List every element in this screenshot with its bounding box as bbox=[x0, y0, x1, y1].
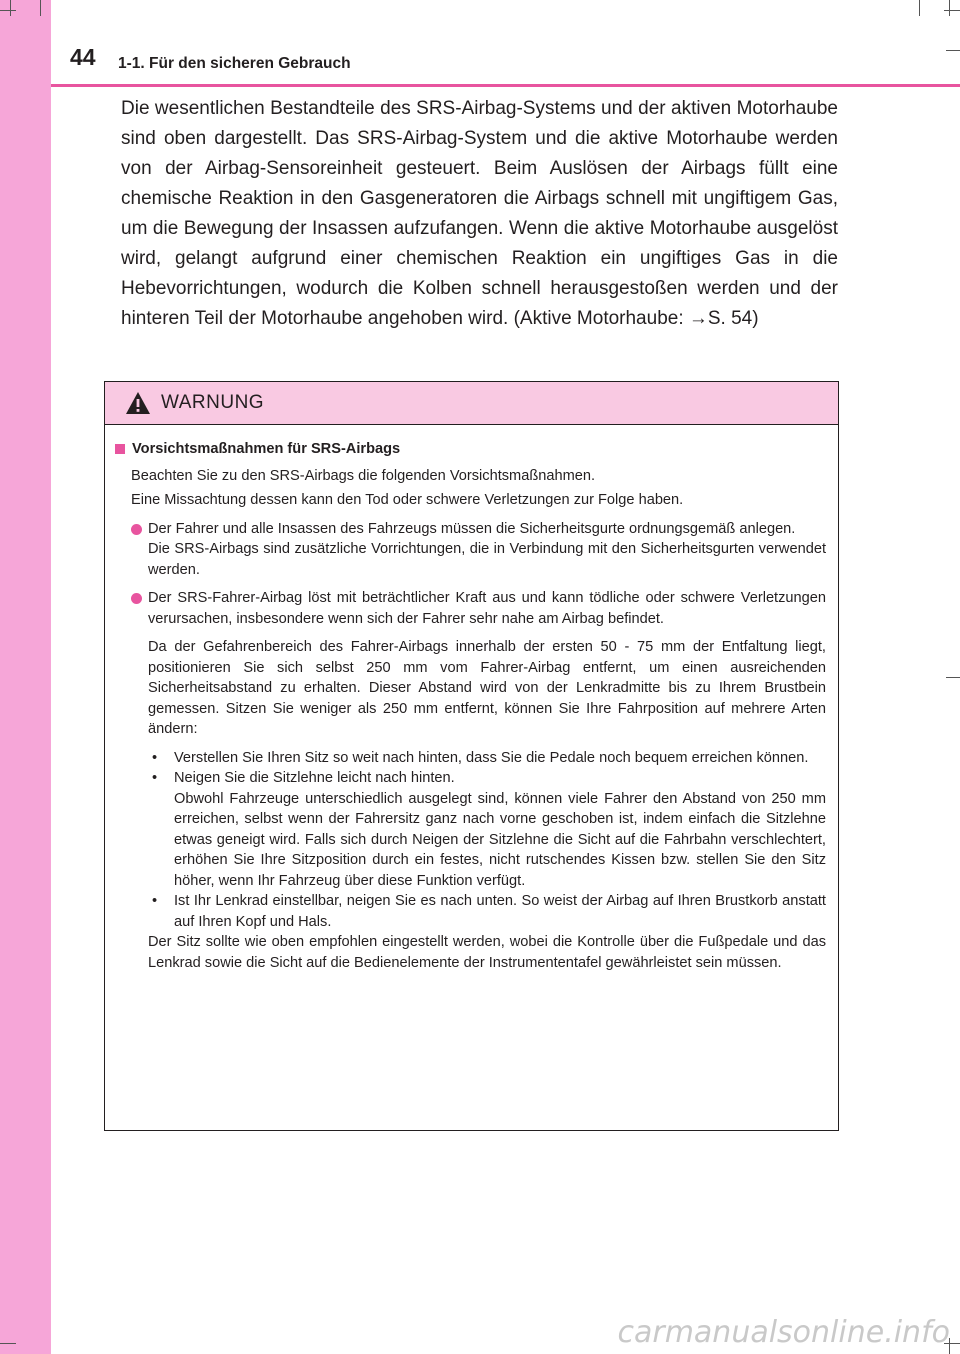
bullet-text bbox=[148, 519, 826, 581]
dot-icon bbox=[131, 524, 142, 535]
bullet-text bbox=[148, 588, 826, 932]
list-item-text: Verstellen Sie Ihren Sitz so weit nach hinten, dass Sie die Pedale noch bequem erreichen können. bbox=[174, 749, 809, 766]
warning-subheading bbox=[115, 439, 826, 460]
list-item bbox=[148, 748, 826, 769]
list-item-content bbox=[174, 768, 826, 891]
warning-box bbox=[104, 381, 839, 1131]
list-item bbox=[148, 891, 826, 932]
square-icon bbox=[115, 444, 125, 454]
list-item bbox=[148, 768, 826, 891]
header-rule bbox=[51, 84, 960, 87]
bullet-line: Die SRS-Airbags sind zusätzliche Vorrichtungen, die in Verbindung mit den Sicherheitsgurten verwendet werden. bbox=[148, 541, 826, 578]
warning-heading-text: Vorsichtsmaßnahmen für SRS-Airbags bbox=[132, 441, 401, 457]
adjustment-list bbox=[148, 748, 826, 933]
warning-triangle-icon bbox=[125, 391, 151, 415]
bullet-line: Der Fahrer und alle Insassen des Fahrzeugs müssen die Sicherheitsgurte ordnungsgemäß anlegen. bbox=[148, 520, 796, 537]
crop-mark bbox=[946, 50, 960, 51]
dot-icon bbox=[131, 593, 142, 604]
warning-content bbox=[115, 466, 826, 974]
crop-mark bbox=[919, 0, 920, 16]
warning-body bbox=[105, 425, 838, 973]
list-item-detail: Obwohl Fahrzeuge unterschiedlich ausgelegt sind, können viele Fahrer den Abstand von 250 mm erreichen, selbst wenn der Fahrersitz ganz nach vorne geschoben ist, indem einfach die Sitzlehne etwas geneigt wird. Falls sich durch Neigen der Sitzlehne die Sicht auf die Fahrbahn verschlechtert, erhöhen Sie Ihre Sitzposition durch ein festes, nicht rutschendes Kissen bzw. stellen Sie den Sitz höher, wenn Ihr Fahrzeug über diese Funktion verfügt. bbox=[174, 790, 826, 889]
intro-paragraph: Die wesentlichen Bestandteile des SRS-Airbag-Systems und der aktiven Motorhaube sind oben dargestellt. Das SRS-Airbag-System und die aktive Motorhaube werden von der Airbag-Sensoreinheit gesteuert. Beim Auslösen der Airbags füllt eine chemische Reaktion in den Gasgeneratoren die Airbags schnell mit ungiftigem Gas, um die Bewegung der Insassen aufzufangen. Wenn die aktive Motorhaube ausgelöst wird, gelangt aufgrund einer chemischen Reaktion ein ungiftiges Gas in die Hebevorrichtungen, wodurch die Kolben schnell herausgestoßen werden und der hinteren Teil der Motorhaube angehoben wird. (Aktive Motorhaube: →S. 54) bbox=[121, 98, 838, 329]
crop-mark bbox=[946, 677, 960, 678]
warning-header bbox=[105, 382, 838, 425]
crop-mark bbox=[10, 0, 11, 16]
closing-paragraph: Der Sitz sollte wie oben empfohlen eingestellt werden, wobei die Kontrolle über die Fußpedale und das Lenkrad sowie die Sicht auf die Bedienelemente der Instrumententafel gewährleistet sein müssen. bbox=[148, 934, 826, 971]
list-item-text: Ist Ihr Lenkrad einstellbar, neigen Sie es nach unten. So weist der Airbag auf Ihren Brustkorb anstatt auf Ihren Kopf und Hals. bbox=[174, 893, 826, 930]
bullet-item bbox=[131, 588, 826, 932]
bullet-item bbox=[131, 519, 826, 581]
bullet-glyph: • bbox=[152, 893, 158, 909]
bullet-subparagraph: Da der Gefahrenbereich des Fahrer-Airbags innerhalb der ersten 50 - 75 mm der Entfaltung liegt, positionieren Sie sich selbst 250 mm vom Fahrer-Airbag entfernt, um einen ausreichenden Sicherheitsabstand zu erhalten. Dieser Abstand wird von der Lenkradmitte bis zu Ihrem Brustbein gemessen. Sitzen Sie weniger als 250 mm entfernt, können Sie Ihre Fahrposition auf mehrere Arten ändern: bbox=[148, 639, 826, 737]
crop-mark bbox=[0, 1343, 16, 1344]
bullet-line: Der SRS-Fahrer-Airbag löst mit beträchtlicher Kraft aus und kann tödliche oder schwere Verletzungen verursachen, insbesondere wenn sich der Fahrer sehr nahe am Airbag befindet. bbox=[148, 590, 826, 627]
list-item-text: Neigen Sie die Sitzlehne leicht nach hinten. bbox=[174, 770, 455, 786]
intro-line: Beachten Sie zu den SRS-Airbags die folgenden Vorsichtsmaßnahmen. bbox=[131, 467, 596, 484]
intro-line: Eine Missachtung dessen kann den Tod oder schwere Verletzungen zur Folge haben. bbox=[131, 492, 684, 508]
crop-mark bbox=[949, 0, 950, 16]
crop-mark bbox=[40, 0, 41, 16]
section-title: 1-1. Für den sicheren Gebrauch bbox=[118, 55, 351, 72]
crop-mark bbox=[0, 10, 16, 11]
bullet-glyph: • bbox=[152, 770, 158, 786]
side-color-strip bbox=[0, 0, 51, 1354]
crop-mark bbox=[944, 10, 960, 11]
watermark: carmanualsonline.info bbox=[617, 1315, 950, 1350]
bullet-glyph: • bbox=[152, 749, 158, 766]
page-number: 44 bbox=[70, 44, 96, 70]
warning-title: WARNUNG bbox=[161, 392, 265, 413]
